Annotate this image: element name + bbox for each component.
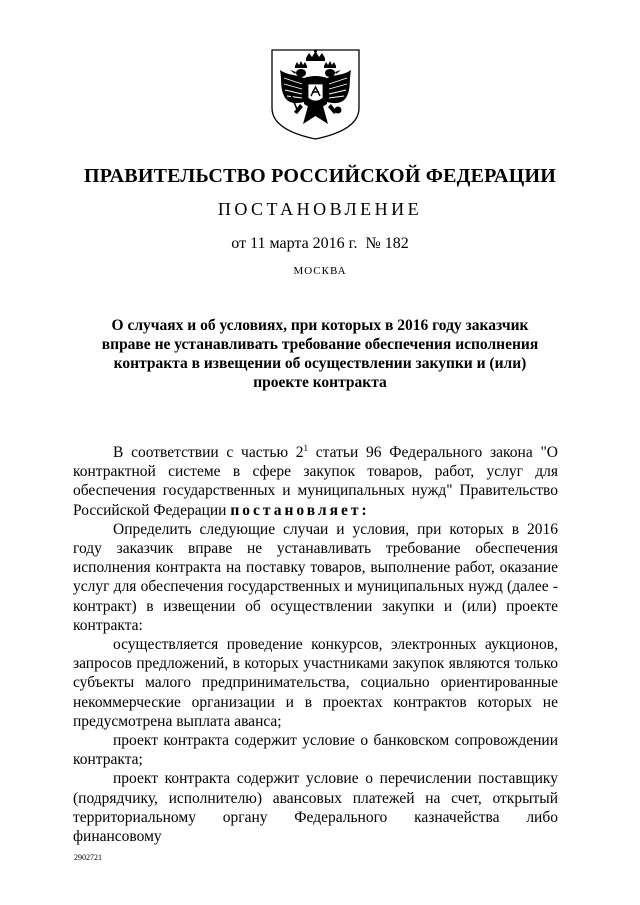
document-type: ПОСТАНОВЛЕНИЕ bbox=[217, 199, 423, 219]
government-name: ПРАВИТЕЛЬСТВО РОССИЙСКОЙ ФЕДЕРАЦИИ bbox=[84, 165, 556, 187]
coat-of-arms-icon bbox=[268, 46, 363, 142]
superscript: 1 bbox=[303, 443, 309, 453]
number-sign: № bbox=[365, 235, 381, 252]
paragraph-3: осуществляется проведение конкурсов, электронных аукционов, запросов предложений, в которых участниками закупок являются только субъекты малого предпринимательства, социально ориентированные некоммерческие организации и в проектах контрактов которых не предусмотрена выплата аванса; bbox=[73, 636, 558, 730]
resolves-word: постановляет bbox=[230, 501, 362, 519]
preamble-start: В соответствии с частью 2 bbox=[113, 444, 304, 461]
document-code: 2902721 bbox=[74, 853, 102, 862]
date-line bbox=[0, 235, 640, 253]
paragraph-5: проект контракта содержит условие о перечислении поставщику (подрядчику, исполнителю) авансовых платежей на счет, открытый территориальному органу Федерального казначейства либо финансовому bbox=[73, 770, 558, 846]
decree-date: 11 марта 2016 г. bbox=[250, 235, 358, 252]
decree-number: 182 bbox=[384, 235, 409, 252]
date-prefix: от bbox=[231, 235, 247, 252]
decree-body bbox=[73, 443, 558, 846]
paragraph-4: проект контракта содержит условие о банковском сопровождении контракта; bbox=[73, 732, 558, 769]
city-label: МОСКВА bbox=[293, 265, 347, 277]
paragraph-preamble bbox=[73, 443, 558, 520]
paragraph-2: Определить следующие случаи и условия, при которых в 2016 году заказчик вправе не устанавливать требование обеспечения исполнения контракта на поставку товаров, выполнение работ, оказание услуг для обеспечения государственных и муниципальных нужд (далее - контракт) в извещении об осуществлении закупки и (или) проекте контракта: bbox=[73, 520, 558, 634]
decree-title: О случаях и об условиях, при которых в 2016 году заказчик вправе не устанавливать требование обеспечения исполнения контракта в извещении об осуществлении закупки и (или) проекте контракта bbox=[101, 317, 539, 391]
preamble-text: статьи 96 Федерального закона "О контрактной системе в сфере закупок товаров, работ, услуг для обеспечения государственных и муниципальных нужд" Правительство Российской Федерации bbox=[73, 444, 558, 519]
resolves-colon: : bbox=[361, 501, 370, 519]
